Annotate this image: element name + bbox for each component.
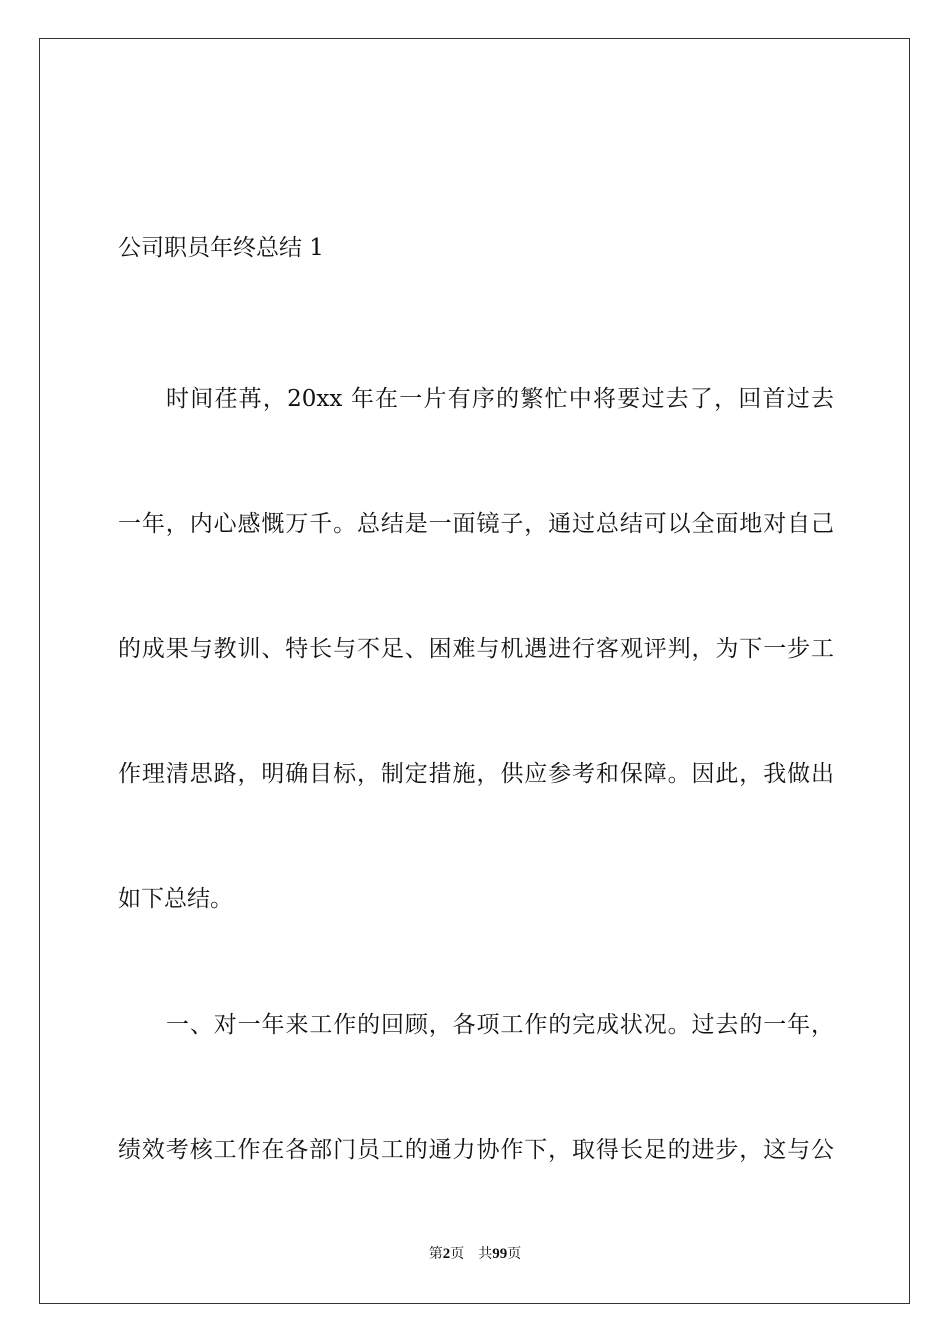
paragraph-2-line-2: 绩效考核工作在各部门员工的通力协作下，取得长足的进步，这与公 xyxy=(118,1137,834,1163)
total-page-count: 99 xyxy=(492,1246,508,1262)
paragraph-2-line-1: 一、对一年来工作的回顾，各项工作的完成状况。过去的一年， xyxy=(166,1012,834,1038)
paragraph-1-line-4: 作理清思路，明确目标，制定措施，供应参考和保障。因此，我做出 xyxy=(118,761,834,787)
document-page xyxy=(39,38,910,1304)
current-page-number: 2 xyxy=(442,1246,451,1262)
paragraph-1-line-5: 如下总结。 xyxy=(118,886,233,912)
page-prefix: 第 xyxy=(428,1246,443,1262)
paragraph-1-line-1: 时间荏苒，20xx 年在一片有序的繁忙中将要过去了，回首过去 xyxy=(166,386,834,412)
paragraph-1-line-3: 的成果与教训、特长与不足、困难与机遇进行客观评判，为下一步工 xyxy=(118,636,834,662)
total-prefix: 共 xyxy=(478,1246,493,1262)
page-footer xyxy=(0,1244,950,1264)
page-suffix: 页 xyxy=(450,1246,465,1262)
total-suffix: 页 xyxy=(507,1246,522,1262)
document-title: 公司职员年终总结 1 xyxy=(118,235,324,261)
paragraph-1-line-2: 一年，内心感慨万千。总结是一面镜子，通过总结可以全面地对自己 xyxy=(118,511,834,537)
